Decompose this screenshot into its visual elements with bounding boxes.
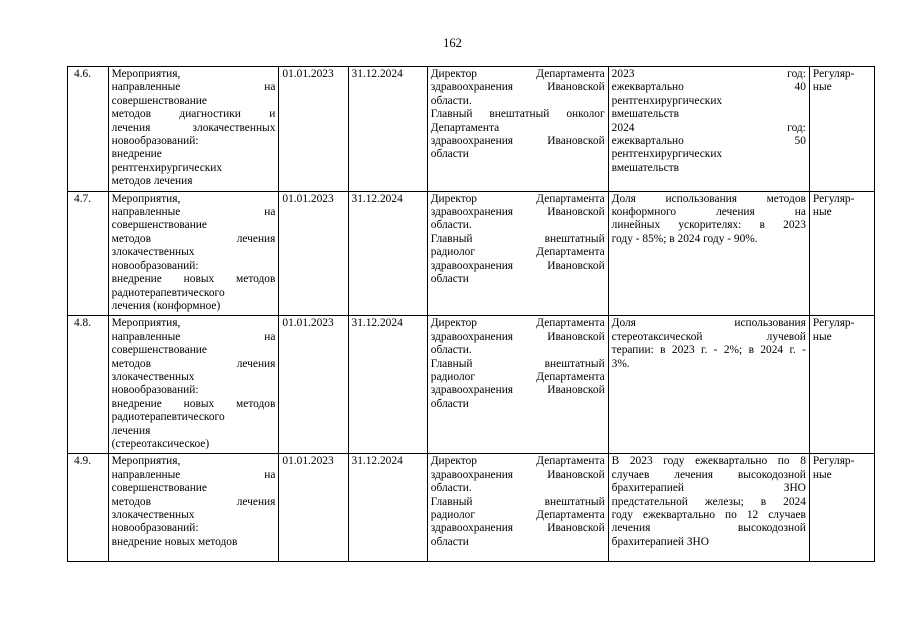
end-date: 31.12.2024	[348, 316, 427, 454]
responsible-line: области	[430, 148, 469, 161]
measure-name-line: методов лечения	[111, 232, 276, 245]
indicator-line: предстательной железы; в 2024	[611, 495, 806, 508]
responsible-line: здравоохранения Ивановской	[430, 81, 605, 94]
indicator-line: рентгенхирургических	[611, 94, 723, 107]
measure-name-line: внедрение	[111, 148, 162, 161]
responsible-line: радиолог Департамента	[430, 246, 605, 259]
periodicity-line: ные	[812, 330, 832, 343]
measure-name-line: злокачественных	[111, 246, 195, 259]
indicator-line: В 2023 году ежеквартально по 8	[611, 455, 806, 468]
responsible-line: Главный внештатный онколог	[430, 108, 605, 121]
measure-name-line: методов лечения	[111, 495, 276, 508]
responsible-line: области.	[430, 94, 472, 107]
measure-name-line: Мероприятия,	[111, 455, 181, 468]
measure-name-line: злокачественных	[111, 370, 195, 383]
measure-name-line: совершенствование	[111, 482, 207, 495]
indicator-line: году - 85%; в 2024 году - 90%.	[611, 232, 758, 245]
responsible-line: здравоохранения Ивановской	[430, 206, 605, 219]
responsible-line: здравоохранения Ивановской	[430, 330, 605, 343]
responsible-line: области.	[430, 219, 472, 232]
periodicity-line: Регуляр-	[812, 317, 855, 330]
indicator-line: Доля использования	[611, 317, 806, 330]
responsible-line: радиолог Департамента	[430, 370, 605, 383]
indicator	[608, 67, 809, 192]
measure-name-line: лечения	[111, 424, 151, 437]
responsible-line: области	[430, 535, 469, 548]
measure-name-line: Мероприятия,	[111, 317, 181, 330]
indicator	[608, 191, 809, 316]
measure-name-line: направленные на	[111, 206, 276, 219]
indicator-line: 2024 год:	[611, 121, 806, 134]
measure-name-line: новообразований:	[111, 135, 199, 148]
indicator	[608, 316, 809, 454]
responsible-line: Директор Департамента	[430, 455, 605, 468]
measure-name-line: направленные на	[111, 81, 276, 94]
indicator-line: стереотаксической лучевой	[611, 330, 806, 343]
indicator-line: брахитерапией ЗНО	[611, 535, 709, 548]
responsible-line: здравоохранения Ивановской	[430, 135, 605, 148]
periodicity	[809, 454, 874, 562]
measure-name-line: Мероприятия,	[111, 192, 181, 205]
responsible-line: здравоохранения Ивановской	[430, 384, 605, 397]
periodicity-line: Регуляр-	[812, 68, 855, 80]
indicator-line: вмешательств	[611, 161, 679, 174]
periodicity-line: Регуляр-	[812, 455, 855, 468]
responsible-line: здравоохранения Ивановской	[430, 259, 605, 272]
responsible-line: Директор Департамента	[430, 317, 605, 330]
measure-name-line: методов диагностики и	[111, 108, 276, 121]
end-date: 31.12.2024	[348, 67, 427, 192]
measure-name-line: методов лечения	[111, 175, 193, 188]
table-row	[68, 67, 875, 192]
measure-name-line: внедрение новых методов	[111, 397, 276, 410]
indicator-line: вмешательств	[611, 108, 679, 121]
periodicity	[809, 67, 874, 192]
measure-name-line: совершенствование	[111, 94, 207, 107]
indicator-line: ежеквартально 50	[611, 135, 806, 148]
measure-name-line: новообразований:	[111, 259, 199, 272]
responsible-line: области.	[430, 482, 472, 495]
measure-name-line: новообразований:	[111, 522, 199, 535]
table-row	[68, 316, 875, 454]
measure-name-line: новообразований:	[111, 384, 199, 397]
responsible-line: радиолог Департамента	[430, 509, 605, 521]
responsible-line: Главный внештатный	[430, 495, 605, 508]
row-number: 4.9.	[68, 454, 109, 562]
measure-name-line: совершенствование	[111, 344, 207, 357]
responsible-line: области	[430, 273, 469, 286]
responsible	[427, 191, 608, 316]
responsible-line: Департамента	[430, 121, 500, 134]
measure-name-line: направленные на	[111, 330, 276, 343]
measure-name	[108, 191, 279, 316]
measure-name	[108, 316, 279, 454]
measure-name	[108, 67, 279, 192]
indicator-line: 2023 год:	[611, 68, 806, 80]
periodicity	[809, 316, 874, 454]
measure-name-line: злокачественных	[111, 509, 195, 521]
indicator	[608, 454, 809, 562]
responsible-line: области	[430, 397, 469, 410]
indicator-line: Доля использования методов	[611, 192, 806, 205]
responsible-line: здравоохранения Ивановской	[430, 468, 605, 481]
measure-name-line: лечения (конформное)	[111, 299, 221, 312]
start-date: 01.01.2023	[279, 67, 348, 192]
table-row	[68, 191, 875, 316]
responsible	[427, 67, 608, 192]
measure-name-line: радиотерапевтического	[111, 286, 225, 299]
row-number: 4.6.	[68, 67, 109, 192]
measure-name-line: внедрение новых методов	[111, 273, 276, 286]
responsible-line: области.	[430, 344, 472, 357]
measure-name-line: методов лечения	[111, 357, 276, 370]
start-date: 01.01.2023	[279, 316, 348, 454]
indicator-line: ежеквартально 40	[611, 81, 806, 94]
row-number: 4.8.	[68, 316, 109, 454]
row-number: 4.7.	[68, 191, 109, 316]
responsible-line: Главный внештатный	[430, 232, 605, 245]
start-date: 01.01.2023	[279, 191, 348, 316]
table-row	[68, 454, 875, 562]
indicator-line: терапии: в 2023 г. - 2%; в 2024 г. -	[611, 344, 806, 357]
measure-name-line: совершенствование	[111, 219, 207, 232]
indicator-line: 3%.	[611, 357, 630, 370]
start-date: 01.01.2023	[279, 454, 348, 562]
indicator-line: линейных ускорителях: в 2023	[611, 219, 806, 232]
measure-name-line: (стереотаксическое)	[111, 437, 210, 450]
measure-name-line: внедрение новых методов	[111, 535, 238, 548]
measure-name-line: лечения злокачественных	[111, 121, 276, 134]
responsible	[427, 316, 608, 454]
periodicity-line: ные	[812, 81, 832, 94]
periodicity-line: ные	[812, 206, 832, 219]
indicator-line: рентгенхирургических	[611, 148, 723, 161]
measure-name-line: рентгенхирургических	[111, 161, 223, 174]
indicator-line: случаев лечения высокодозной	[611, 468, 806, 481]
responsible-line: Директор Департамента	[430, 192, 605, 205]
responsible-line: здравоохранения Ивановской	[430, 522, 605, 535]
periodicity-line: ные	[812, 468, 832, 481]
measure-name	[108, 454, 279, 562]
responsible-line: Директор Департамента	[430, 68, 605, 80]
responsible-line: Главный внештатный	[430, 357, 605, 370]
measure-name-line: направленные на	[111, 468, 276, 481]
responsible	[427, 454, 608, 562]
measures-table	[67, 66, 875, 562]
end-date: 31.12.2024	[348, 454, 427, 562]
end-date: 31.12.2024	[348, 191, 427, 316]
indicator-line: брахитерапией ЗНО	[611, 482, 806, 495]
indicator-line: году ежеквартально по 12 случаев	[611, 509, 806, 521]
periodicity	[809, 191, 874, 316]
indicator-line: конформного лечения на	[611, 206, 806, 219]
indicator-line: лечения высокодозной	[611, 522, 806, 535]
page-number: 162	[443, 36, 462, 50]
measure-name-line: радиотерапевтического	[111, 411, 225, 424]
periodicity-line: Регуляр-	[812, 192, 855, 205]
measure-name-line: Мероприятия,	[111, 68, 181, 80]
